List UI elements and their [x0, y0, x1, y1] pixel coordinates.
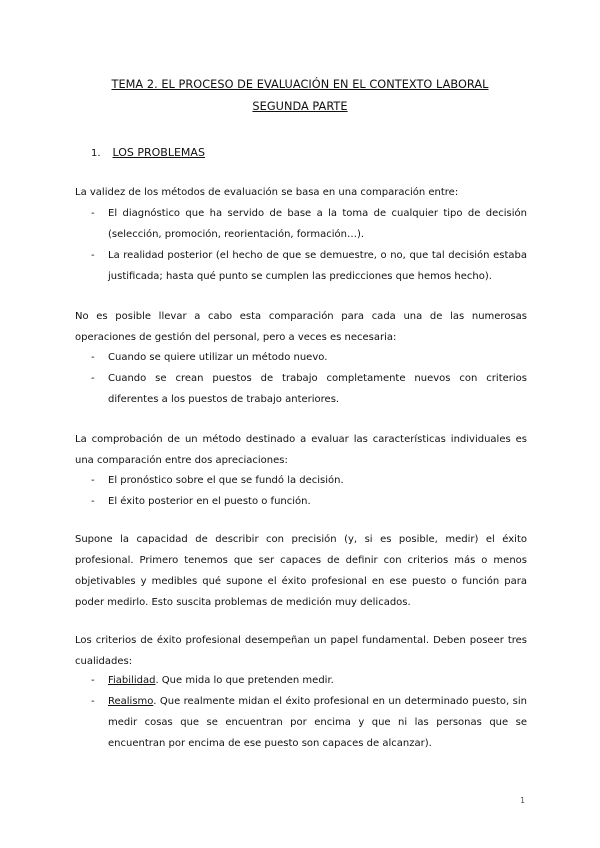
term-realismo: Realismo — [108, 696, 154, 707]
section-label: LOS PROBLEMAS — [112, 146, 205, 159]
paragraph-5: Los criterios de éxito profesional desempeñan un papel fundamental. Deben poseer tres cualidades: — [75, 635, 527, 667]
document-subtitle: SEGUNDA PARTE — [252, 100, 348, 113]
section-number: 1. — [91, 148, 101, 159]
list-item — [75, 470, 527, 491]
list-3 — [75, 470, 527, 512]
list-item-text: Cuando se quiere utilizar un método nuevo. — [108, 352, 328, 363]
list-item-text: . Que realmente midan el éxito profesional en un determinado puesto, sin medir cosas que se encuentran por encima y que ni las personas que se encuentran por encima de ese puesto son capaces de alcanzar). — [108, 696, 527, 749]
list-4 — [75, 670, 527, 754]
document-title: TEMA 2. EL PROCESO DE EVALUACIÓN EN EL CONTEXTO LABORAL — [111, 78, 489, 91]
list-item-text: . Que mida lo que pretenden medir. — [155, 675, 334, 686]
list-item — [75, 691, 527, 754]
list-2 — [75, 347, 527, 410]
list-item — [75, 203, 527, 245]
page-number: 1 — [520, 796, 526, 805]
section-heading — [91, 146, 205, 159]
list-1 — [75, 203, 527, 287]
bullet-dash: - — [91, 696, 95, 707]
list-item — [75, 347, 527, 368]
bullet-dash: - — [91, 208, 95, 219]
list-item-text: El éxito posterior en el puesto o función. — [108, 496, 311, 507]
paragraph-2: No es posible llevar a cabo esta comparación para cada una de las numerosas operaciones de gestión del personal, pero a veces es necesaria: — [75, 311, 527, 343]
list-item-text: La realidad posterior (el hecho de que se demuestre, o no, que tal decisión estaba justificada; hasta qué punto se cumplen las predicciones que hemos hecho). — [108, 250, 527, 282]
list-item — [75, 670, 527, 691]
paragraph-1: La validez de los métodos de evaluación se basa en una comparación entre: — [75, 187, 459, 198]
paragraph-4: Supone la capacidad de describir con precisión (y, si es posible, medir) el éxito profesional. Primero tenemos que ser capaces de definir con criterios más o menos objetivables y medibles qué supone el éxito profesional en ese puesto o función para poder medirlo. Esto suscita problemas de medición muy delicados. — [75, 534, 527, 608]
bullet-dash: - — [91, 475, 95, 486]
term-fiabilidad: Fiabilidad — [108, 675, 156, 686]
bullet-dash: - — [91, 352, 95, 363]
bullet-dash: - — [91, 675, 95, 686]
list-item — [75, 491, 527, 512]
list-item — [75, 368, 527, 410]
paragraph-3: La comprobación de un método destinado a evaluar las características individuales es una comparación entre dos apreciaciones: — [75, 434, 527, 466]
list-item — [75, 245, 527, 287]
list-item-text: El pronóstico sobre el que se fundó la decisión. — [108, 475, 344, 486]
list-item-text: Cuando se crean puestos de trabajo completamente nuevos con criterios diferentes a los puestos de trabajo anteriores. — [108, 373, 527, 405]
bullet-dash: - — [91, 250, 95, 261]
bullet-dash: - — [91, 373, 95, 384]
list-item-text: El diagnóstico que ha servido de base a la toma de cualquier tipo de decisión (selección, promoción, reorientación, formación…). — [108, 208, 527, 240]
bullet-dash: - — [91, 496, 95, 507]
